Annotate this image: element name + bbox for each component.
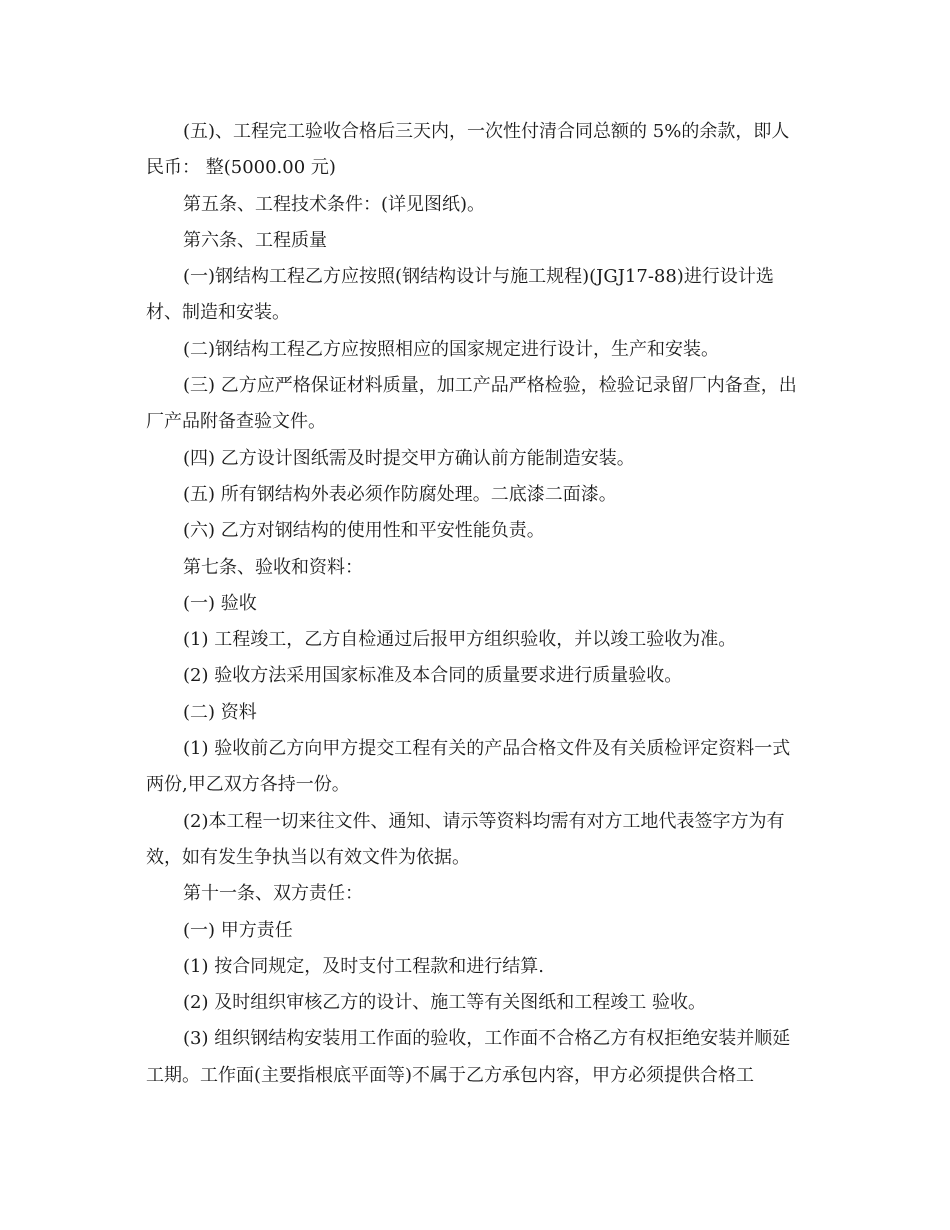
paragraph-final-payment: (五)、工程完工验收合格后三天内，一次性付清合同总额的 5%的余款，即人民币： 整(5000.00 元) [146,121,790,179]
paragraph-acceptance-1: (1) 工程竣工，乙方自检通过后报甲方组织验收，并以竣工验收为准。 [183,629,737,651]
paragraph-quality-2: (二)钢结构工程乙方应按照相应的国家规定进行设计，生产和安装。 [183,338,720,360]
paragraph-quality-4: (四) 乙方设计图纸需及时提交甲方确认前方能制造安装。 [183,447,635,469]
paragraph-materials-heading: (二) 资料 [183,701,257,723]
contract-body [146,114,806,1094]
paragraph-quality-1: (一)钢结构工程乙方应按照(钢结构设计与施工规程)(JGJ17-88)进行设计选材、制造和安装。 [146,266,774,324]
paragraph-article-5-heading: 第五条、工程技术条件：(详见图纸)。 [183,193,486,215]
paragraph-party-a-1: (1) 按合同规定，及时支付工程款和进行结算. [183,955,544,977]
paragraph-acceptance-2: (2) 验收方法采用国家标准及本合同的质量要求进行质量验收。 [183,665,683,687]
paragraph-party-a-heading: (一) 甲方责任 [183,919,293,941]
paragraph-article-6-heading: 第六条、工程质量 [183,229,327,251]
paragraph-materials-1: (1) 验收前乙方向甲方提交工程有关的产品合格文件及有关质检评定资料一式两份,甲乙双方各持一份。 [146,738,791,796]
paragraph-party-a-3: (3) 组织钢结构安装用工作面的验收，工作面不合格乙方有权拒绝安装并顺延工期。工作面(主要指根底平面等)不属于乙方承包内容，甲方必须提供合格工 [146,1028,791,1086]
paragraph-party-a-2: (2) 及时组织审核乙方的设计、施工等有关图纸和工程竣工 验收。 [183,992,706,1014]
paragraph-article-7-heading: 第七条、验收和资料： [183,556,363,578]
paragraph-acceptance-heading: (一) 验收 [183,592,257,614]
paragraph-article-11-heading: 第十一条、双方责任： [183,883,363,905]
paragraph-quality-6: (六) 乙方对钢结构的使用性和平安性能负责。 [183,520,545,542]
paragraph-quality-5: (五) 所有钢结构外表必须作防腐处理。二底漆二面漆。 [183,483,617,505]
paragraph-materials-2: (2)本工程一切来往文件、通知、请示等资料均需有对方工地代表签字方为有效，如有发生争执当以有效文件为依据。 [146,810,785,868]
paragraph-quality-3: (三) 乙方应严格保证材料质量，加工产品严格检验，检验记录留厂内备查，出厂产品附备查验文件。 [146,375,797,433]
